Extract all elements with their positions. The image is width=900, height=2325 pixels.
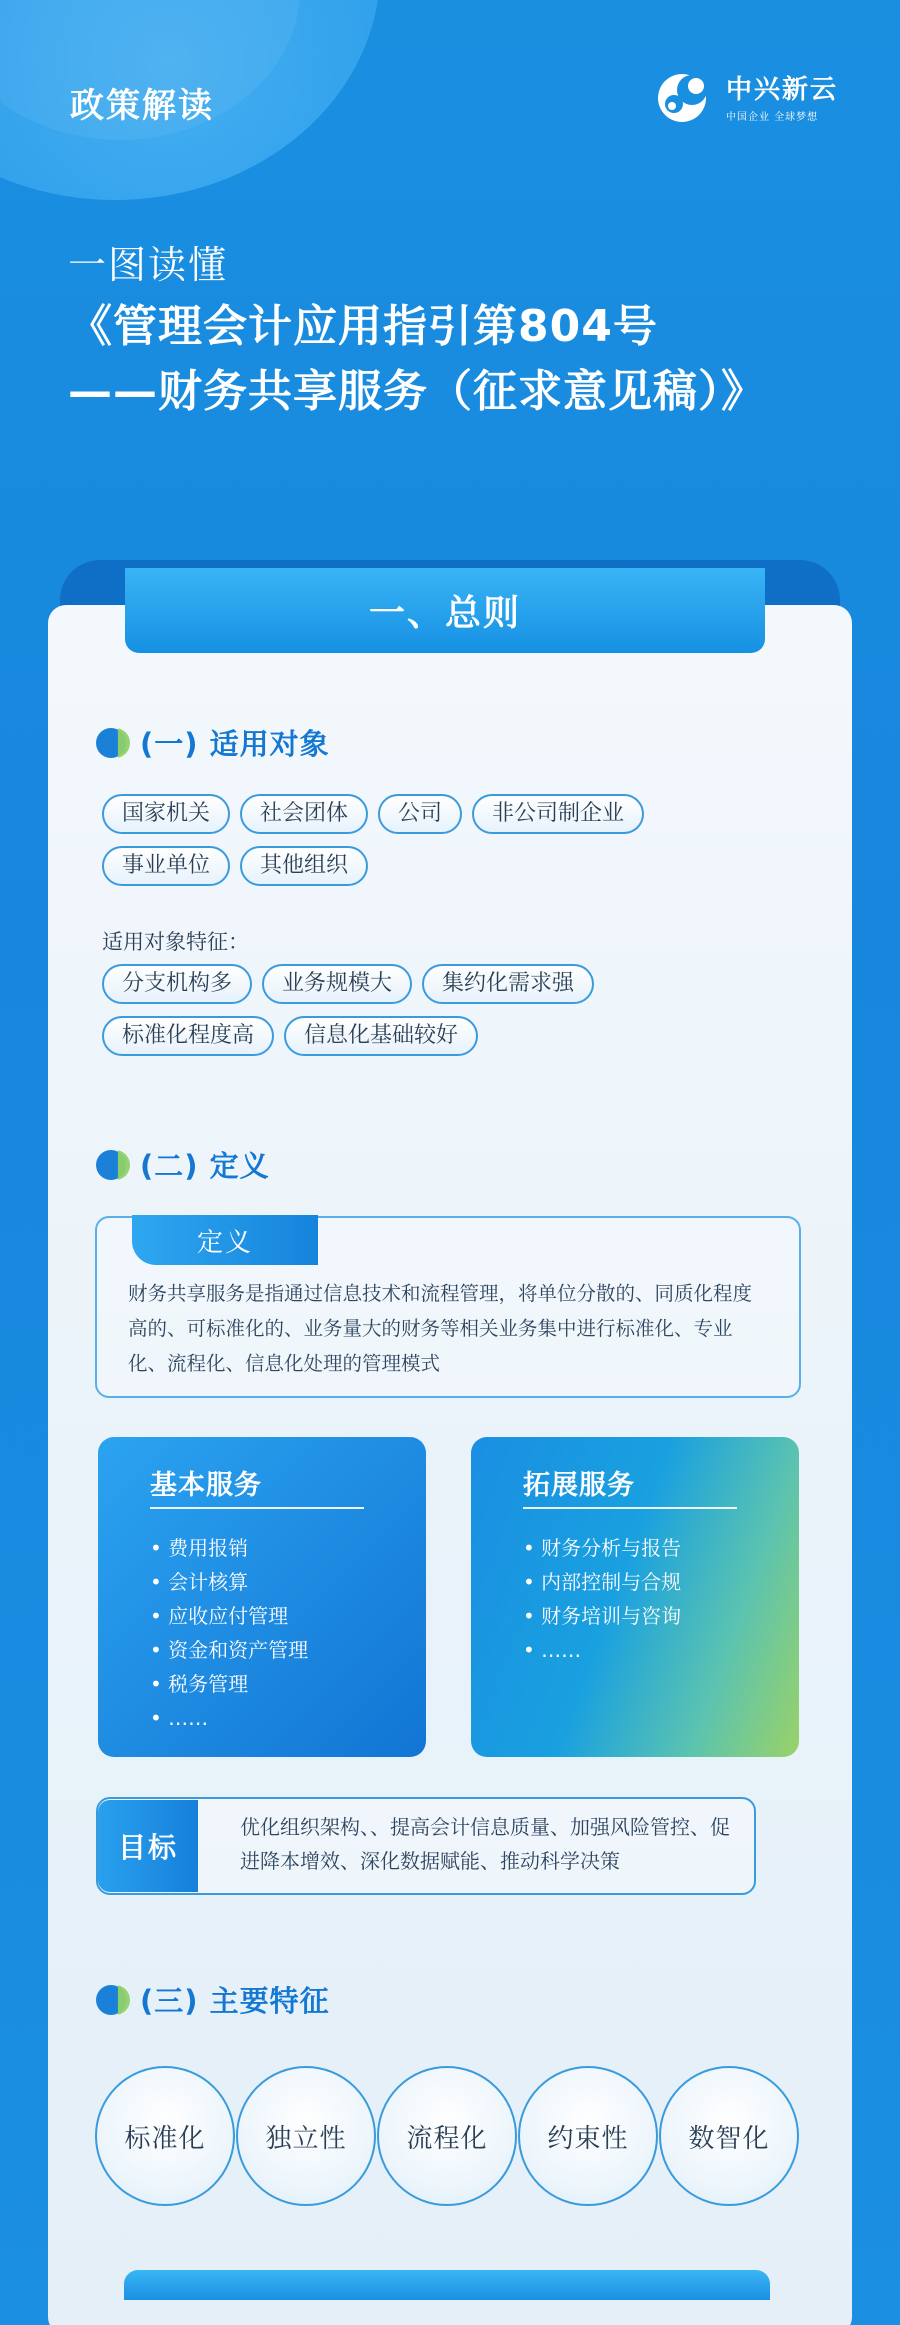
feature-pill: 业务规模大 [262, 964, 412, 1004]
section-title: (一) 适用对象 [140, 727, 330, 761]
characteristic-circle: 数智化 [659, 2066, 799, 2206]
basic-service-title: 基本服务 [150, 1470, 262, 1501]
extended-service-list [523, 1531, 681, 1667]
logo-slogan: 中国企业 全球梦想 [726, 112, 819, 123]
logo-swirl-icon [652, 66, 718, 126]
basic-service-card [98, 1437, 426, 1757]
list-item: • 税务管理 [150, 1667, 308, 1701]
extended-service-card [471, 1437, 799, 1757]
object-pill: 社会团体 [240, 794, 368, 834]
extended-service-title: 拓展服务 [523, 1470, 635, 1501]
divider [150, 1507, 364, 1509]
section-title: (二) 定义 [140, 1149, 270, 1183]
object-pill-list [102, 794, 742, 886]
object-pill: 国家机关 [102, 794, 230, 834]
list-item: • …… [150, 1701, 308, 1735]
goal-text: 优化组织架构、、提高会计信息质量、加强风险管控、促进降本增效、深化数据赋能、推动科学决策 [240, 1815, 730, 1873]
list-item: • 财务培训与咨询 [523, 1599, 681, 1633]
section-heading-characteristics [96, 1979, 330, 2020]
list-item: • 应收应付管理 [150, 1599, 308, 1633]
characteristic-circle: 流程化 [377, 2066, 517, 2206]
characteristic-circle: 独立性 [236, 2066, 376, 2206]
logo-name: 中兴新云 [726, 75, 839, 105]
features-label: 适用对象特征： [102, 930, 249, 954]
section-title: (三) 主要特征 [140, 1984, 330, 2018]
feature-pill: 分支机构多 [102, 964, 252, 1004]
definition-text: 财务共享服务是指通过信息技术和流程管理，将单位分散的、同质化程度高的、可标准化的、业务量大的财务等相关业务集中进行标准化、专业化、流程化、信息化处理的管理模式 [128, 1282, 753, 1375]
section-heading-definition [96, 1144, 270, 1185]
feature-pill: 信息化基础较好 [284, 1016, 478, 1056]
title-line-2: ——财务共享服务（征求意见稿）》 [68, 366, 766, 417]
title-intro: 一图读懂 [68, 243, 229, 287]
list-item: • …… [523, 1633, 681, 1667]
characteristic-circle: 约束性 [518, 2066, 658, 2206]
object-pill: 其他组织 [240, 846, 368, 886]
title-line-1: 《管理会计应用指引第804号 [68, 301, 658, 352]
characteristics-row [95, 2066, 800, 2206]
list-item: • 会计核算 [150, 1565, 308, 1599]
characteristic-circle: 标准化 [95, 2066, 235, 2206]
list-item: • 资金和资产管理 [150, 1633, 308, 1667]
feature-pill: 标准化程度高 [102, 1016, 274, 1056]
definition-tab: 定义 [132, 1215, 318, 1265]
list-item: • 费用报销 [150, 1531, 308, 1565]
brand-logo [652, 66, 838, 126]
basic-service-list [150, 1531, 308, 1735]
bullet-dot-icon [96, 728, 130, 758]
feature-pill-list [102, 964, 742, 1056]
list-item: • 内部控制与合规 [523, 1565, 681, 1599]
list-item: • 财务分析与报告 [523, 1531, 681, 1565]
next-section-ribbon [124, 2270, 770, 2300]
section-heading-applicable [96, 722, 330, 763]
header-label: 政策解读 [70, 86, 214, 126]
feature-pill: 集约化需求强 [422, 964, 594, 1004]
bullet-dot-icon [96, 1985, 130, 2015]
bullet-dot-icon [96, 1150, 130, 1180]
section-ribbon: 一、总则 [125, 568, 765, 653]
goal-tag: 目标 [98, 1800, 198, 1892]
object-pill: 公司 [378, 794, 462, 834]
object-pill: 事业单位 [102, 846, 230, 886]
divider [523, 1507, 737, 1509]
object-pill: 非公司制企业 [472, 794, 644, 834]
